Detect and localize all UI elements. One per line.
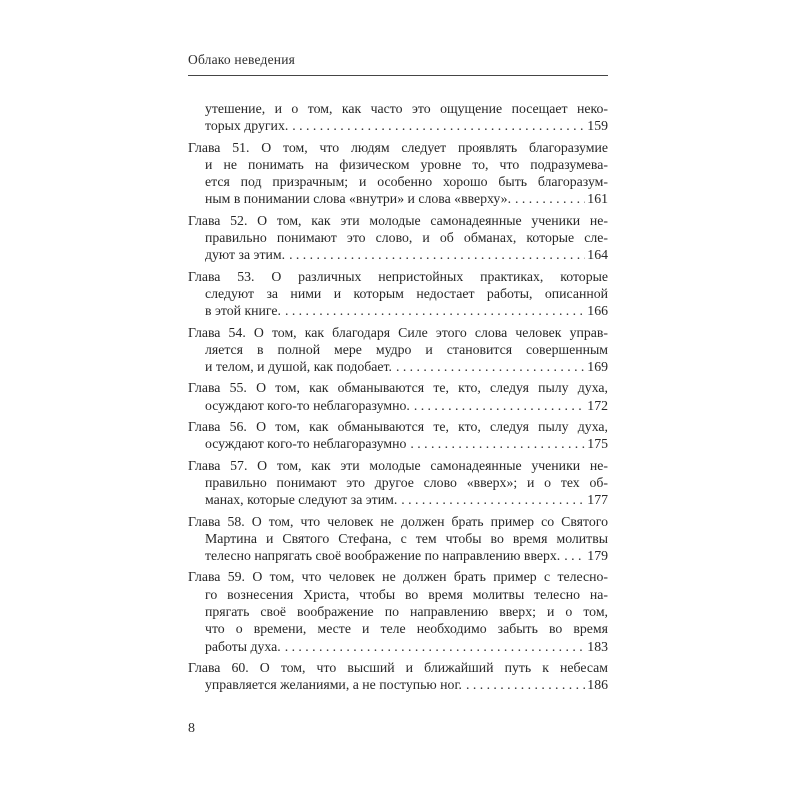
toc-page-number: 164 — [587, 247, 608, 263]
dot-leader — [564, 547, 585, 564]
toc-entry-text: Глава 56. О том, как обманываются те, кто, следуя пылу духа, — [188, 419, 608, 435]
header-rule — [188, 75, 608, 76]
toc-entry-text: го вознесения Христа, чтобы во время молитвы телесно на- — [205, 586, 608, 602]
toc-entry-text: ным в понимании слова «внутри» и слова «вверху». — [205, 191, 512, 207]
toc-entry — [188, 324, 608, 376]
toc-page-number: 186 — [587, 677, 608, 693]
toc-entry — [188, 139, 608, 208]
dot-leader — [285, 302, 585, 319]
toc-entry-text: прягать своё воображение по направлению вверх; и о том, — [205, 604, 608, 620]
toc-entry-text: Мартина и Святого Стефана, с тем чтобы во время молитвы — [205, 530, 608, 546]
toc-entry-text: следуют за ними и которым недостает работы, описанной — [205, 285, 608, 301]
toc-page-number: 175 — [587, 436, 608, 452]
dot-leader — [292, 117, 585, 134]
toc-entry — [188, 457, 608, 509]
dot-leader — [466, 676, 585, 693]
toc-entry-text: и не понимать на физическом уровне то, что подразумева- — [205, 156, 608, 172]
toc-entry — [188, 379, 608, 414]
toc-entry-text: телесно напрягать своё воображение по направлению вверх. — [205, 548, 561, 564]
dot-leader — [515, 190, 585, 207]
toc-entry-text: осуждают кого-то неблагоразумно — [205, 436, 407, 452]
toc-page-number: 166 — [587, 303, 608, 319]
toc-entry-text: Глава 59. О том, что человек не должен брать пример с телесно- — [188, 569, 608, 585]
toc-entry-text: Глава 60. О том, что высший и ближайший путь к небесам — [188, 659, 608, 675]
toc-entry-text: торых других. — [205, 118, 289, 134]
toc-entry-text: управляется желаниями, а не поступью ног. — [205, 677, 463, 693]
toc-entry-text: утешение, и о том, как часто это ощущение посещает неко- — [205, 101, 608, 116]
toc-entry-text: дуют за этим. — [205, 247, 286, 263]
toc-entry-text: Глава 54. О том, как благодаря Силе этого слова человек управ- — [188, 324, 608, 340]
dot-leader — [396, 358, 585, 375]
page-number: 8 — [188, 721, 195, 736]
dot-leader — [414, 397, 585, 414]
toc-page-number: 177 — [587, 492, 608, 508]
toc-entry-text: ется под призрачным; и особенно хорошо быть благоразум- — [205, 174, 608, 190]
toc-entry-text: Глава 57. О том, как эти молодые самонадеянные ученики не- — [188, 457, 608, 473]
toc-entry — [188, 268, 608, 320]
toc-entry-text: Глава 53. О различных непристойных практиках, которые — [188, 268, 608, 284]
toc-entry — [188, 568, 608, 654]
toc-entry-text: правильно понимают это слово, и об обманах, которые сле- — [205, 230, 608, 246]
toc-entry-text: работы духа. — [205, 638, 281, 654]
toc-entry-text: Глава 58. О том, что человек не должен брать пример со Святого — [188, 513, 608, 529]
toc-entry-text: в этой книге. — [205, 303, 281, 319]
toc-entry-text: правильно понимают это другое слово «вверх»; и о тех об- — [205, 474, 608, 490]
toc-entry-text: Глава 52. О том, как эти молодые самонадеянные ученики не- — [188, 212, 608, 228]
toc-page-number: 161 — [587, 191, 608, 207]
toc-page-number: 172 — [587, 397, 608, 413]
toc-page-number: 179 — [587, 548, 608, 564]
toc-entry-text: что о времени, месте и теле необходимо забыть во время — [205, 621, 608, 637]
toc-page-number: 183 — [587, 638, 608, 654]
toc-entry-text: осуждают кого-то неблагоразумно. — [205, 397, 410, 413]
dot-leader — [289, 246, 585, 263]
toc-entry-text: ляется в полной мере мудро и становится совершенным — [205, 341, 608, 357]
toc-entry — [188, 212, 608, 264]
dot-leader — [285, 638, 586, 655]
toc-entry-text: Глава 51. О том, что людям следует проявлять благоразумие — [188, 139, 608, 155]
toc-entry-text: Глава 55. О том, как обманываются те, кто, следуя пылу духа, — [188, 380, 608, 396]
toc-page-number: 169 — [587, 359, 608, 375]
toc-entry — [188, 100, 608, 135]
dot-leader — [401, 491, 585, 508]
page-content — [188, 52, 608, 698]
toc-entry — [188, 659, 608, 694]
running-header-book-title: Облако неведения — [188, 52, 296, 67]
toc-page-number: 159 — [587, 118, 608, 134]
toc-entry-text: манах, которые следуют за этим. — [205, 492, 398, 508]
toc-entry — [188, 418, 608, 453]
table-of-contents — [188, 100, 608, 694]
dot-leader — [410, 435, 585, 452]
toc-entry-text: и телом, и душой, как подобает. — [205, 359, 392, 375]
toc-entry — [188, 513, 608, 565]
